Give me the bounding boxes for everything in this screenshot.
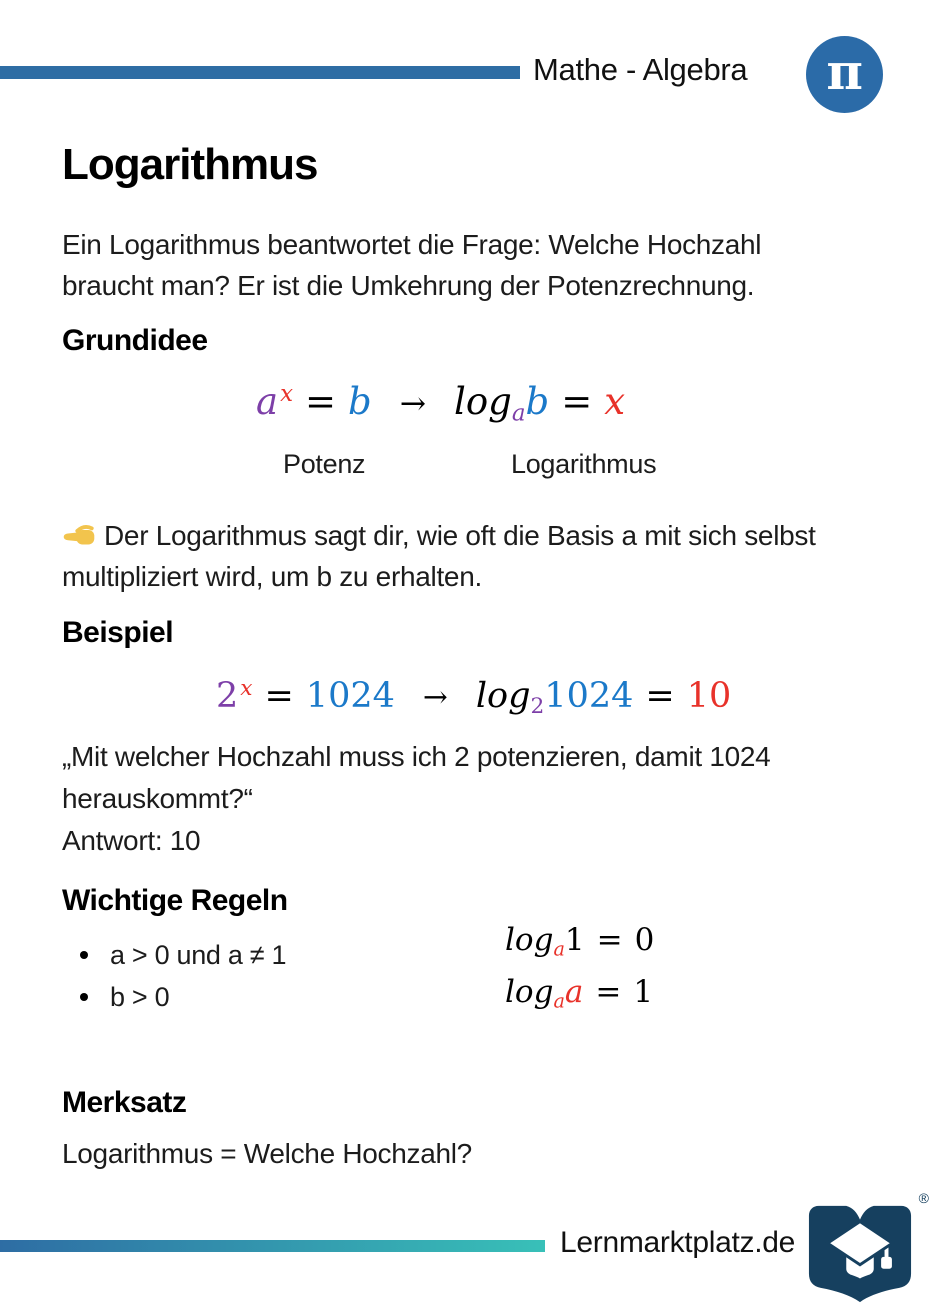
merksatz-text: Logarithmus = Welche Hochzahl? [62, 1138, 472, 1169]
section-heading-beispiel: Beispiel [62, 616, 174, 649]
label-logarithmus: Logarithmus [511, 449, 657, 479]
note-text-1: Der Logarithmus sagt dir, wie oft die Basis a mit sich selbst [104, 520, 816, 551]
arrow-icon: → [422, 680, 448, 715]
formula-exponent-x: x [240, 676, 253, 702]
formula-log-base-a: a [553, 989, 565, 1013]
formula-base-a: a [256, 380, 279, 423]
list-item [80, 934, 286, 976]
arrow-icon: → [399, 386, 427, 422]
equals-sign: = [645, 676, 675, 716]
quote-line-2: herauskommt?“ [62, 783, 253, 814]
intro-paragraph [62, 224, 761, 306]
formula-log-base-a: a [511, 400, 526, 427]
equals-sign: = [264, 676, 294, 716]
equals-sign: = [596, 922, 623, 958]
formula-result-1: 1 [633, 974, 654, 1010]
formula-log: log [475, 676, 531, 716]
equals-sign: = [595, 974, 622, 1010]
formula-potenz-logarithmus [256, 380, 625, 426]
section-heading-grundidee: Grundidee [62, 324, 208, 357]
bullet-icon [80, 993, 88, 1001]
book-graduation-logo-icon [801, 1190, 929, 1308]
formula-log-arg-b: b [525, 380, 550, 423]
label-potenz: Potenz [283, 449, 366, 479]
formula-log-arg-1024: 1024 [544, 676, 634, 716]
formula-log: log [505, 974, 554, 1010]
pi-glyph: π [826, 41, 863, 101]
rules-bullet-list [80, 934, 286, 1018]
formula-result-x: x [604, 380, 626, 423]
formula-log-base-2: 2 [530, 694, 545, 720]
list-item [80, 976, 286, 1018]
formula-value-1024: 1024 [305, 676, 395, 716]
formula-base-2: 2 [216, 676, 239, 716]
note-line-2: multipliziert wird, um b zu erhalten. [62, 561, 482, 592]
intro-line-2: braucht man? Er ist die Umkehrung der Potenzrechnung. [62, 270, 755, 301]
section-heading-merksatz: Merksatz [62, 1086, 187, 1119]
beispiel-quote [62, 736, 770, 862]
answer-line: Antwort: 10 [62, 825, 201, 856]
footer-site-label: Lernmarktplatz.de [560, 1226, 796, 1259]
header-accent-bar [0, 66, 520, 79]
subject-label: Mathe - Algebra [533, 52, 748, 87]
formula-log: log [454, 380, 512, 423]
formula-result-10: 10 [686, 676, 732, 716]
note-line-1 [62, 515, 816, 556]
formula-beispiel [216, 676, 731, 719]
rule-formula-log-a [505, 974, 654, 1026]
registered-trademark-symbol: ® [918, 1190, 929, 1206]
formula-log: log [505, 922, 554, 958]
rule-text-2: b > 0 [110, 981, 170, 1012]
formula-result-0: 0 [634, 922, 655, 958]
equals-sign: = [561, 380, 593, 423]
formula-exponent-x: x [280, 381, 293, 408]
formula-arg-1: 1 [564, 922, 585, 958]
rule-text-1: a > 0 und a ≠ 1 [110, 939, 287, 970]
formula-arg-a: a [564, 974, 584, 1010]
page-title: Logarithmus [62, 140, 318, 189]
bullet-icon [80, 951, 88, 959]
intro-line-1: Ein Logarithmus beantwortet die Frage: Welche Hochzahl [62, 229, 762, 260]
rule-formula-log-1 [505, 922, 654, 974]
footer-accent-bar [0, 1240, 545, 1252]
pointing-hand-icon [62, 518, 96, 542]
quote-line-1: „Mit welcher Hochzahl muss ich 2 potenzieren, damit 1024 [62, 741, 771, 772]
section-heading-regeln: Wichtige Regeln [62, 884, 288, 917]
pi-logo-icon [806, 36, 883, 113]
equals-sign: = [305, 380, 337, 423]
note-paragraph [62, 515, 816, 597]
rules-formulas [505, 922, 654, 1026]
formula-log-base-a: a [553, 937, 565, 961]
formula-b: b [348, 380, 372, 423]
